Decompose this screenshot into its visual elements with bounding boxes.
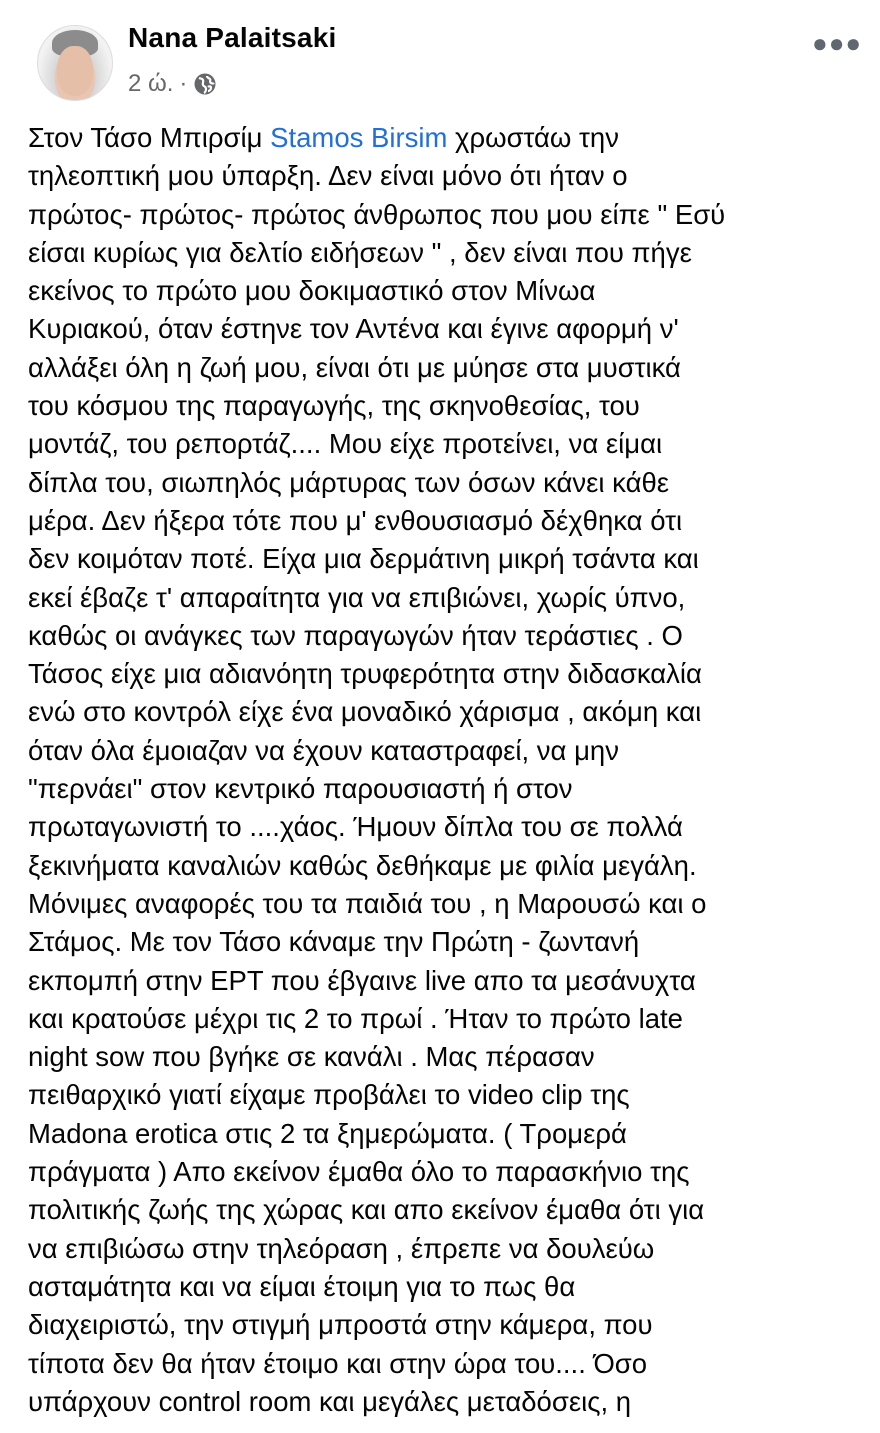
post-line: ξεκινήματα καναλιών καθώς δεθήκαμε με φιλία μεγάλη. <box>28 849 697 881</box>
post-line: night sow που βγήκε σε κανάλι . Μας πέρασαν <box>28 1041 595 1073</box>
post-line: πρώτος- πρώτος- πρώτος άνθρωπος που μου είπε " Εσύ <box>28 198 726 230</box>
post-line: πειθαρχικό γιατί είχαμε προβάλει το video clip της <box>28 1079 630 1111</box>
post-line: εκεί έβαζε τ' απαραίτητα για να επιβιώνει, χωρίς ύπνο, <box>28 581 686 613</box>
post-line: υπάρχουν control room και μεγάλες μεταδόσεις, η <box>28 1385 632 1417</box>
post-line: "περνάει" στον κεντρικό παρουσιαστή ή στον <box>28 773 573 805</box>
post-line: Στάμος. Με τον Τάσο κάναμε την Πρώτη - ζωντανή <box>28 926 640 958</box>
post-line: να επιβιώσω στην τηλεόραση , έπρεπε να δουλεύω <box>28 1232 655 1264</box>
separator: · <box>179 70 188 97</box>
author-name[interactable]: Nana Palaitsaki <box>128 22 337 53</box>
post-line: πρωταγωνιστή το ....χάος. Ήμουν δίπλα του σε πολλά <box>28 811 683 843</box>
post-line: Τάσος είχε μια αδιανόητη τρυφερότητα στην διδασκαλία <box>28 658 702 690</box>
post-line: όταν όλα έμοιαζαν να έχουν καταστραφεί, να μην <box>28 734 619 766</box>
post-line: είσαι κυρίως για δελτίο ειδήσεων " , δεν είναι που πήγε <box>28 236 692 268</box>
post-line: δεν κοιμόταν ποτέ. Είχα μια δερμάτινη μικρή τσάντα και <box>28 543 699 575</box>
post-line: ενώ στο κοντρόλ είχε ένα μοναδικό χάρισμα , ακόμη και <box>28 696 702 728</box>
post-line: μέρα. Δεν ήξερα τότε που μ' ενθουσιασμό δέχθηκα ότι <box>28 504 683 536</box>
post-text <box>28 119 725 1421</box>
globe-icon[interactable] <box>193 72 217 96</box>
post-line: μοντάζ, του ρεπορτάζ.... Μου είχε προτείνει, να είμαι <box>28 428 663 460</box>
post-line: δίπλα του, σιωπηλός μάρτυρας των όσων κάνει κάθε <box>28 466 670 498</box>
post-line: διαχειριστώ, την στιγμή μπροστά στην κάμερα, που <box>28 1309 653 1341</box>
post-line: Μόνιμες αναφορές του τα παιδιά του , η Μαρουσώ και ο <box>28 887 707 919</box>
post-line: τίποτα δεν θα ήταν έτοιμο και στην ώρα του.... Όσο <box>28 1347 648 1379</box>
post-line: καθώς οι ανάγκες των παραγωγών ήταν τεράστιες . Ο <box>28 619 683 651</box>
post-line: και κρατούσε μέχρι τις 2 το πρωί . Ήταν το πρώτο late <box>28 1002 683 1034</box>
mention-link[interactable]: Stamos Birsim <box>270 122 448 153</box>
post-line: Κυριακού, όταν έστηνε τον Αντένα και έγινε αφορμή ν' <box>28 313 679 345</box>
author-avatar[interactable] <box>37 25 113 101</box>
post-line: Madona erotica στις 2 τα ξημερώματα. ( Τρομερά <box>28 1117 627 1149</box>
post-line: εκπομπή στην ΕΡΤ που έβγαινε live απο τα μεσάνυχτα <box>28 964 696 996</box>
post-line: εκείνος το πρώτο μου δοκιμαστικό στον Μίνωα <box>28 275 596 307</box>
post-line: πολιτικής ζωής της χώρας και απο εκείνον έμαθα ότι για <box>28 1194 705 1226</box>
post-line: αλλάξει όλη η ζωή μου, είναι ότι με μύησε στα μυστικά <box>28 351 681 383</box>
post-line: Στον Τάσο Μπιρσίμ Stamos Birsim χρωστάω την <box>28 122 619 153</box>
post-time[interactable]: 2 ώ. <box>128 70 174 97</box>
post-line: ασταμάτητα και να είμαι έτοιμη για το πως θα <box>28 1270 576 1302</box>
post-line: του κόσμου της παραγωγής, της σκηνοθεσίας, του <box>28 390 640 422</box>
more-options-icon[interactable]: ●●● <box>812 28 863 58</box>
post-line: πράγματα ) Απο εκείνον έμαθα όλο το παρασκήνιο της <box>28 1156 690 1188</box>
post-meta <box>128 70 217 98</box>
post-line: τηλεοπτική μου ύπαρξη. Δεν είναι μόνο ότι ήταν ο <box>28 160 628 192</box>
